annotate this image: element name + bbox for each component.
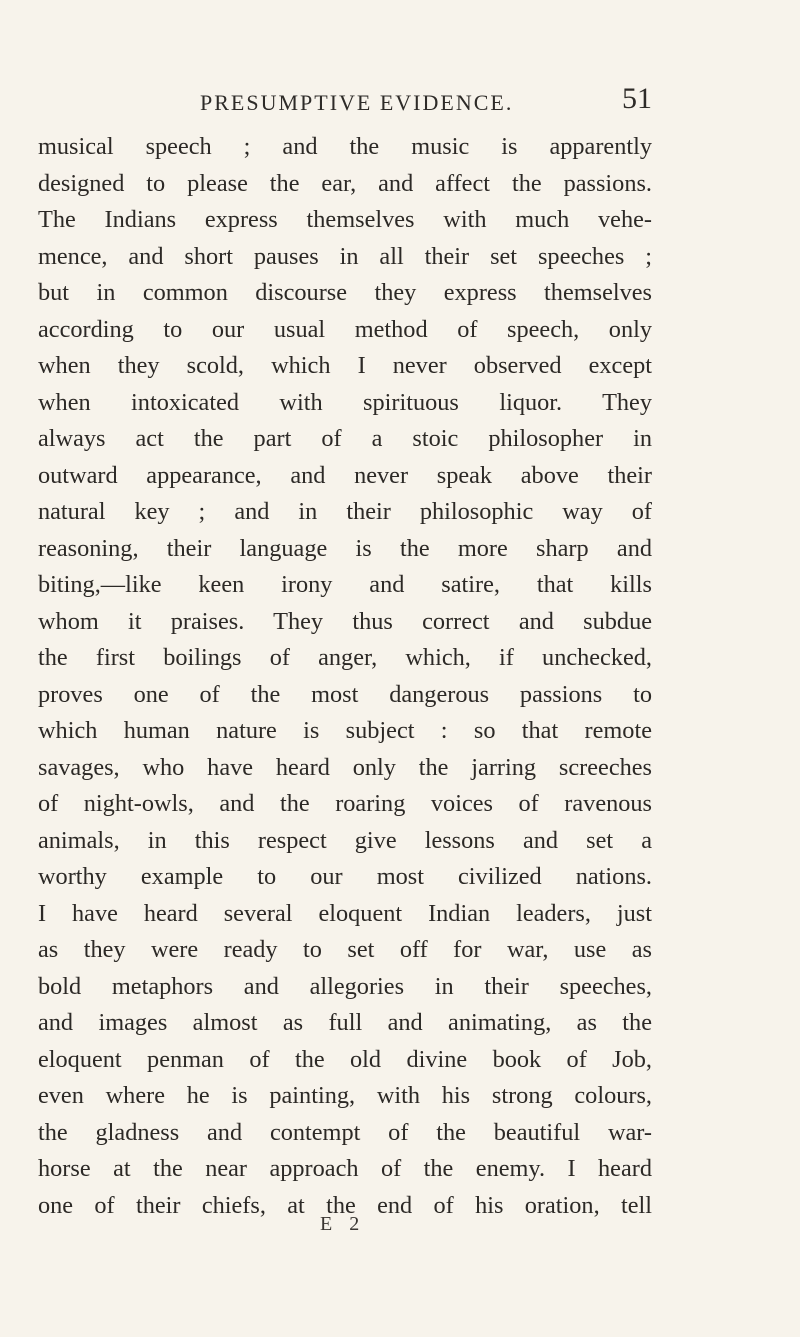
text-line: worthy example to our most civilized nations. <box>38 863 652 890</box>
text-line: mence, and short pauses in all their set speeches ; <box>38 242 652 270</box>
text-line: the first boilings of anger, which, if unchecked, <box>38 644 652 671</box>
text-line: always act the part of a stoic philosopher in <box>38 425 652 452</box>
text-line: I have heard several eloquent Indian leaders, just <box>38 899 652 927</box>
text-line: designed to please the ear, and affect the passions. <box>38 169 652 197</box>
text-line: but in common discourse they express themselves <box>38 279 652 306</box>
text-line: the gladness and contempt of the beautiful war- <box>38 1118 652 1146</box>
text-line: bold metaphors and allegories in their speeches, <box>38 972 652 1000</box>
text-line: natural key ; and in their philosophic way of <box>38 498 652 525</box>
text-line: according to our usual method of speech, only <box>38 315 652 343</box>
running-title: PRESUMPTIVE EVIDENCE. <box>200 90 514 115</box>
text-line: proves one of the most dangerous passions to <box>38 680 652 708</box>
text-line: even where he is painting, with his strong colours, <box>38 1082 652 1109</box>
text-line: musical speech ; and the music is apparently <box>38 133 652 160</box>
text-line: savages, who have heard only the jarring screeches <box>38 753 652 781</box>
text-line: The Indians express themselves with much vehe- <box>38 206 652 233</box>
text-line: when intoxicated with spirituous liquor. They <box>38 388 652 416</box>
text-line: and images almost as full and animating, as the <box>38 1009 652 1036</box>
text-line: animals, in this respect give lessons and set a <box>38 826 652 854</box>
text-line: which human nature is subject : so that remote <box>38 717 652 744</box>
text-line: reasoning, their language is the more sharp and <box>38 534 652 562</box>
text-line: whom it praises. They thus correct and subdue <box>38 607 652 635</box>
text-line: one of their chiefs, at the end of his oration, tell <box>38 1191 652 1219</box>
text-line: horse at the near approach of the enemy. I heard <box>38 1155 652 1182</box>
running-head <box>38 80 652 120</box>
signature-mark: E 2 <box>320 1213 366 1235</box>
text-line: biting,—like keen irony and satire, that kills <box>38 571 652 598</box>
text-line: as they were ready to set off for war, use as <box>38 936 652 963</box>
text-line: outward appearance, and never speak above their <box>38 461 652 489</box>
text-line: eloquent penman of the old divine book of Job, <box>38 1045 652 1073</box>
page-number: 51 <box>622 82 652 115</box>
body-text <box>38 129 652 1224</box>
text-line: of night-owls, and the roaring voices of ravenous <box>38 790 652 817</box>
text-line: when they scold, which I never observed except <box>38 352 652 379</box>
